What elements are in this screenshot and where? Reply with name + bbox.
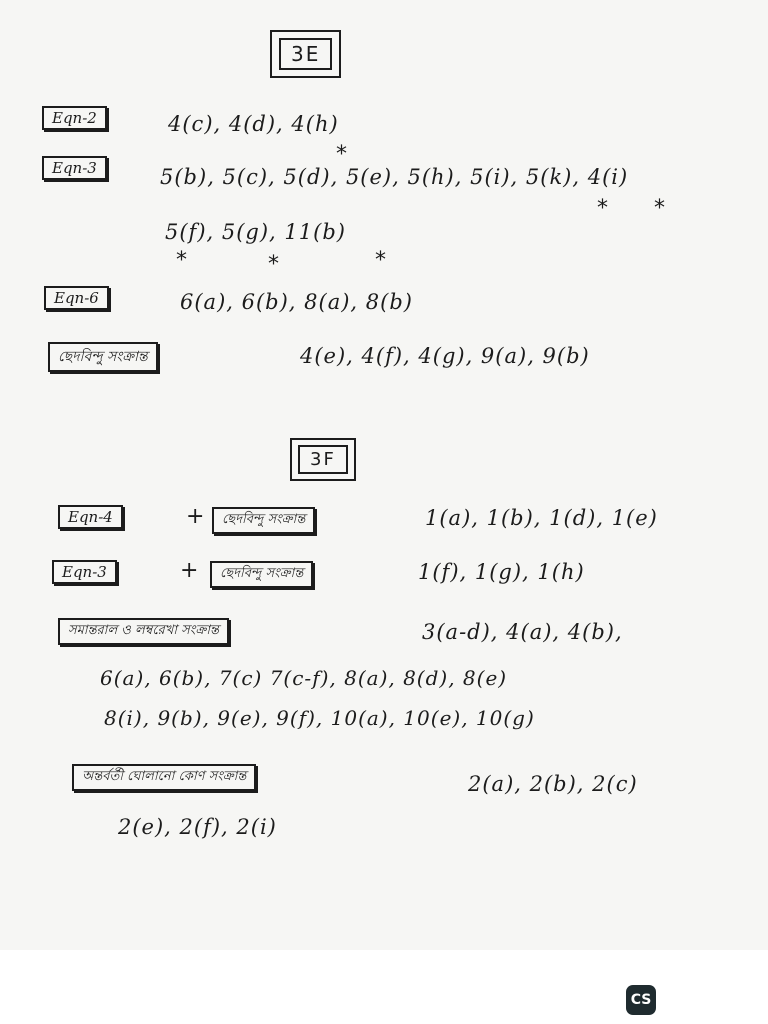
plus-sign: + xyxy=(180,558,199,583)
star-mark: * xyxy=(597,196,608,221)
values-intersection: 4(e), 4(f), 4(g), 9(a), 9(b) xyxy=(300,344,590,368)
label-eqn-3-3f: Eqn-3 xyxy=(52,560,117,584)
values-parallel-2: 6(a), 6(b), 7(c) 7(c-f), 8(a), 8(d), 8(e) xyxy=(100,666,508,690)
section-heading-3f xyxy=(290,438,356,481)
section-heading-3f-text: 3F xyxy=(298,445,348,474)
star-mark: * xyxy=(176,248,187,273)
label-eqn-2: Eqn-2 xyxy=(42,106,107,130)
section-heading-3e xyxy=(270,30,341,78)
values-parallel-1: 3(a-d), 4(a), 4(b), xyxy=(422,620,623,644)
values-intermediate-1: 2(a), 2(b), 2(c) xyxy=(468,772,638,796)
star-mark: * xyxy=(268,252,279,277)
star-mark: * xyxy=(336,142,347,167)
label-intersection-2: ছেদবিন্দু সংক্রান্ত xyxy=(212,507,315,534)
label-eqn-6: Eqn-6 xyxy=(44,286,109,310)
values-eqn-3-3f: 1(f), 1(g), 1(h) xyxy=(418,560,585,584)
values-eqn-3: 5(b), 5(c), 5(d), 5(e), 5(h), 5(i), 5(k), 4(i) xyxy=(160,165,629,189)
section-heading-3e-text: 3E xyxy=(279,38,332,70)
star-mark: * xyxy=(375,248,386,273)
values-parallel-3: 8(i), 9(b), 9(e), 9(f), 10(a), 10(e), 10(g) xyxy=(104,706,535,730)
star-mark: * xyxy=(654,196,665,221)
label-intermediate-angle: অন্তর্বর্তী ঘোলানো কোণ সংক্রান্ত xyxy=(72,764,256,791)
values-eqn-4: 1(a), 1(b), 1(d), 1(e) xyxy=(425,506,658,530)
label-eqn-3: Eqn-3 xyxy=(42,156,107,180)
label-intersection: ছেদবিন্দু সংক্রান্ত xyxy=(48,342,158,372)
values-eqn-3-cont: 5(f), 5(g), 11(b) xyxy=(165,220,346,244)
label-eqn-4: Eqn-4 xyxy=(58,505,123,529)
scanner-app-badge: CS xyxy=(626,985,656,1015)
label-parallel-perpendicular: সমান্তরাল ও লম্বরেখা সংক্রান্ত xyxy=(58,618,229,645)
label-intersection-3: ছেদবিন্দু সংক্রান্ত xyxy=(210,561,313,588)
values-eqn-2: 4(c), 4(d), 4(h) xyxy=(168,112,339,136)
plus-sign: + xyxy=(186,504,205,529)
values-intermediate-2: 2(e), 2(f), 2(i) xyxy=(118,815,277,839)
values-eqn-6: 6(a), 6(b), 8(a), 8(b) xyxy=(180,290,413,314)
